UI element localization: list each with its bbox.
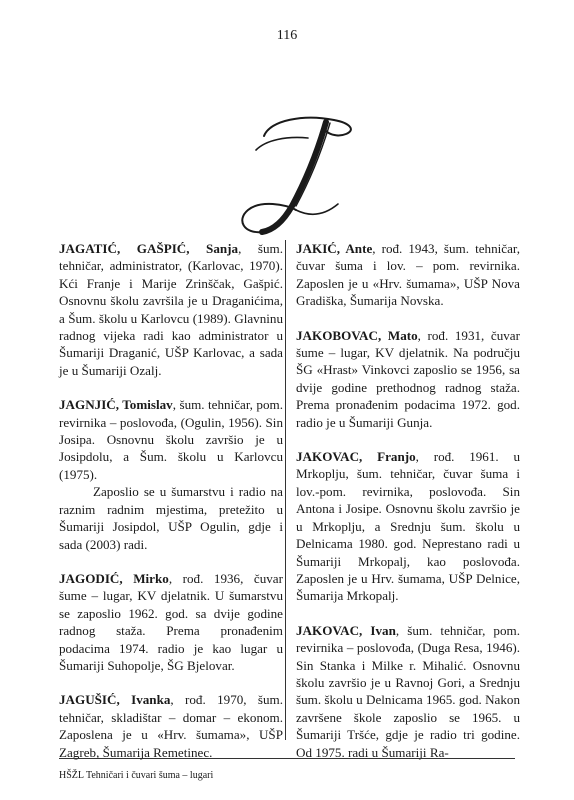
footer-divider [59, 758, 515, 759]
entry [59, 691, 283, 761]
entry [296, 622, 520, 761]
entry-paragraph [296, 327, 520, 431]
entry-name: JAKIĆ, Ante [296, 241, 373, 256]
entry-text-continued: Zaposlio se u šumarstvu i radio na raznim radnim mjestima, pretežito u Šumariji Josipdol, UŠP Ogulin, gdje i sada (2003) radi. [59, 484, 283, 552]
entry-paragraph [296, 240, 520, 310]
entry [296, 327, 520, 431]
entry-paragraph [59, 691, 283, 761]
decorative-initial-letter [226, 110, 366, 240]
entry-name: JAGATIĆ, GAŠPIĆ, Sanja [59, 241, 239, 256]
page-number: 116 [276, 28, 298, 43]
entry-text: , rođ. 1931, čuvar šume – lugar, KV djelatnik. Na području ŠG «Hrast» Vinkovci zaposlio se 1956, sa dvije godine prethodnog radnog staža. Prema pronađenim podacima 1972. god. radio je u Šumariji Gunja. [296, 327, 520, 430]
entry-paragraph [59, 240, 283, 379]
entry-paragraph [59, 570, 283, 674]
entry-text: , šum. tehničar, pom. revirnika – poslovođa, (Ogulin, 1956). Sin Josipa. Osnovnu školu završio je u Josipdolu, a Šum. školu u Karlovcu (1975). [59, 397, 283, 482]
entry [59, 396, 283, 553]
column-divider [285, 240, 286, 740]
entry-paragraph [296, 448, 520, 605]
entry-paragraph [296, 622, 520, 761]
entry [296, 240, 520, 310]
entry-name: JAKOVAC, Franjo [296, 449, 416, 465]
right-column [296, 240, 520, 778]
entry-name: JAGNJIĆ, Tomislav [59, 397, 173, 413]
script-letter-j-icon [226, 110, 366, 240]
entry-text: , rođ. 1943, šum. tehničar, čuvar šuma i lov. – pom. revirnika. Zaposlen je u «Hrv. šumama», UŠP Nova Gradiška, Šumarija Novska. [296, 241, 520, 309]
entry [59, 570, 283, 674]
entry-name: JAGUŠIĆ, Ivanka [59, 692, 171, 708]
entry-name: JAKOBOVAC, Mato [296, 327, 418, 343]
entry [296, 448, 520, 605]
entry [59, 240, 283, 379]
page-footer: HŠŽL Tehničari i čuvari šuma – lugari [59, 770, 214, 781]
entry-text: , šum. tehničar, administrator, (Karlovac, 1970). Kći Franje i Marije Zrinščak, Gašpić. Osnovnu školu završila je u Draganićima, a Šum. školu u Karlovcu (1989). Glavninu radnog vijeka radi kao administrator u Šumariji Draganić, UŠP Karlovac, a sada je u Šumariji Ozalj. [59, 241, 283, 378]
entry-text: , rođ. 1961. u Mrkoplju, šum. tehničar, čuvar šuma i lov.-pom. revirnika, poslovođa. Sin Antona i Josipe. Osnovnu školu završio je u Mrkoplju, a Srednju šum. školu u Delnicama 1980. god. Neprestano radi u Šumariji Mrkopalj, kao poslovođa. Zaposlen je u Hrv. šumama, UŠP Delnice, Šumarija Mrkopalj. [296, 449, 520, 604]
entry-name: JAKOVAC, Ivan [296, 622, 396, 638]
entry-text: , šum. tehničar, pom. revirnika – poslovođa, (Duga Resa, 1946). Sin Stanka i Milke r. Mihalić. Osnovnu školu završio je u Ravnoj Gori, a Srednju šum. školu u Delnicama 1965. god. Nakon završene škole zaposlio se 1965. u Šumariji Tršće, gdje je radio tri godine. Od 1975. radi u Šumariji Ra- [296, 622, 520, 760]
entry-name: JAGODIĆ, Mirko [59, 570, 169, 586]
entry-paragraph [59, 396, 283, 483]
entry-text: , rođ. 1936, čuvar šume – lugar, KV djelatnik. U šumarstvu se zaposlio 1962. god. sa dvije godine radnog staža. Prema pronađenim podacima 1974. radio je kao lugar u Šumariji Suhopolje, ŠG Bjelovar. [59, 570, 283, 673]
left-column [59, 240, 283, 778]
entry-text: , rođ. 1970, šum. tehničar, skladištar – domar – ekonom. Zaposlena je u «Hrv. šumama», UŠP Zagreb, Šumarija Remetinec. [59, 692, 283, 760]
